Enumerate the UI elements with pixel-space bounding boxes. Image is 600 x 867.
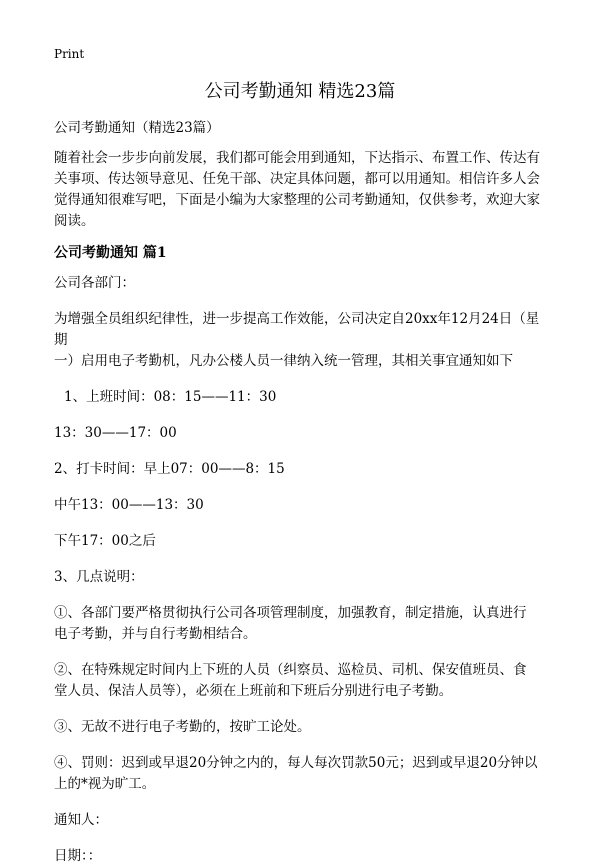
note-1 [54, 603, 550, 645]
intro-line: 觉得通知很难写吧，下面是小编为大家整理的公司考勤通知，仅供参考，欢迎大家 [54, 192, 540, 208]
notice-line: 一）启用电子考勤机，凡办公楼人员一律纳入统一管理，其相关事宜通知如下 [54, 353, 513, 369]
intro-line: 关事项、传达领导意见、任免干部、决定具体问题，都可以用通知。相信许多人会 [54, 171, 540, 187]
note-2 [54, 660, 550, 702]
note-line: ①、各部门要严格贯彻执行公司各项管理制度，加强教育，制定措施，认真进行 [54, 605, 527, 621]
addressee: 公司各部门： [54, 275, 135, 291]
clock-in-noon: 中午13：00——13：30 [54, 497, 204, 513]
note-3: ③、无故不进行电子考勤的，按旷工论处。 [54, 719, 311, 735]
note-line: 电子考勤，并与自行考勤相结合。 [54, 626, 257, 642]
clock-in-evening: 下午17：00之后 [54, 533, 156, 549]
note-line: ②、在特殊规定时间内上下班的人员（纠察员、巡检员、司机、保安值班员、食 [54, 662, 527, 678]
intro-line: 阅读。 [54, 213, 95, 229]
note-line: 堂人员、保洁人员等），必须在上班前和下班后分别进行电子考勤。 [54, 683, 453, 699]
print-link[interactable]: Print [54, 47, 85, 61]
note-line: 上的*视为旷工。 [54, 776, 156, 792]
work-hours-item: 1、上班时间：08：15——11：30 [64, 389, 277, 405]
notice-line: 为增强全员组织纪律性，进一步提高工作效能，公司决定自20xx年12月24日（星期 [54, 311, 540, 348]
intro-line: 随着社会一步步向前发展，我们都可能会用到通知，下达指示、布置工作、传达有 [54, 150, 540, 166]
intro-paragraph [54, 148, 550, 232]
document-title: 公司考勤通知 精选23篇 [204, 81, 396, 102]
note-line: ④、罚则：迟到或早退20分钟之内的，每人每次罚款50元；迟到或早退20分钟以 [54, 755, 538, 771]
document-body [54, 118, 550, 867]
notifier-line: 通知人： [54, 812, 108, 828]
document-subtitle: 公司考勤通知（精选23篇） [54, 120, 220, 136]
section-heading: 公司考勤通知 篇1 [54, 245, 167, 261]
clock-in-item: 2、打卡时间：早上07：00——8：15 [54, 461, 285, 477]
date-line: 日期：： [54, 848, 102, 864]
note-4 [54, 753, 550, 795]
notice-paragraph [54, 309, 550, 372]
notes-heading: 3、几点说明： [54, 569, 144, 585]
work-hours-afternoon: 13：30——17：00 [54, 425, 177, 441]
